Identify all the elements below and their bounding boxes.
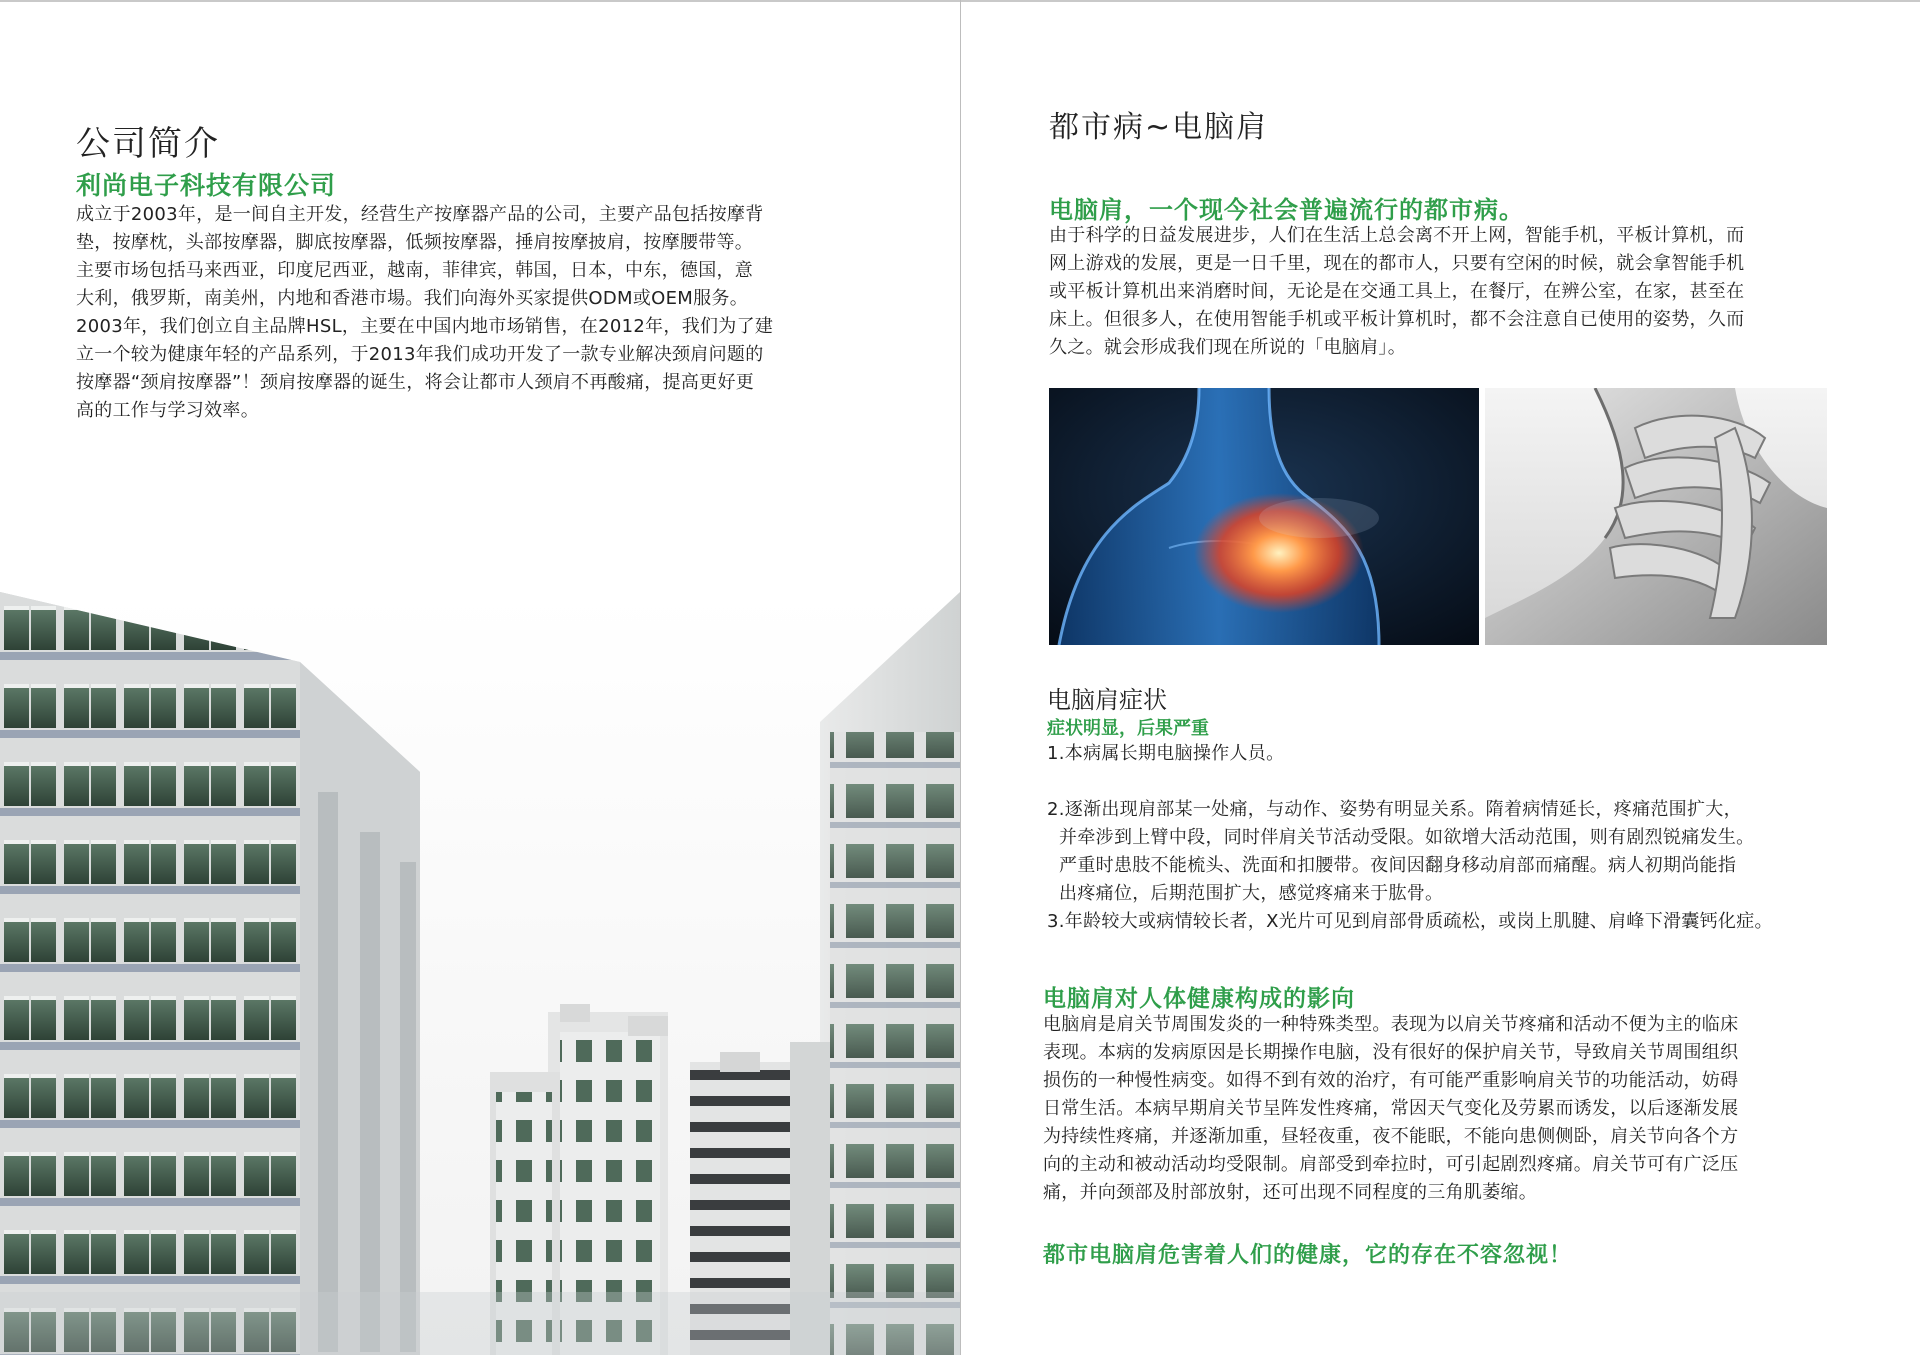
intro-line: 高的工作与学习效率。 — [76, 400, 259, 421]
urban-disease-title: 都市病~电脑肩 — [1049, 110, 1269, 145]
symptom-line: 1.本病属长期电脑操作人员。 — [1047, 743, 1285, 764]
symptoms-item1 — [1047, 740, 1284, 768]
symptom-line: 并牵涉到上臂中段，同时伴肩关节活动受限。如欲增大活动范围，则有剧烈锐痛发生。 — [1047, 827, 1755, 848]
symptoms-subtitle: 症状明显，后果严重 — [1047, 718, 1209, 739]
impact-line: 电脑肩是肩关节周围发炎的一种特殊类型。表现为以肩关节疼痛和活动不便为主的临床 — [1043, 1014, 1739, 1035]
symptoms-title: 电脑肩症状 — [1047, 686, 1167, 714]
company-intro-title: 公司简介 — [76, 124, 220, 164]
impact-text — [1043, 1011, 1738, 1207]
intro-line: 按摩器“颈肩按摩器”！颈肩按摩器的诞生，将会让都市人颈肩不再酸痛，提高更好更 — [76, 372, 755, 393]
intro-line: 或平板计算机出来消磨时间，无论是在交通工具上，在餐厅，在辨公室，在家，甚至在 — [1049, 281, 1745, 302]
factory-buildings-photo — [0, 592, 960, 1355]
impact-line: 为持续性疼痛，并逐渐加重，昼轻夜重，夜不能眠，不能向患侧侧卧，肩关节向各个方 — [1043, 1126, 1739, 1147]
impact-line: 向的主动和被动活动均受限制。肩部受到牵拉时，可引起剧烈疼痛。肩关节可有广泛压 — [1043, 1154, 1739, 1175]
impact-line: 损伤的一种慢性病变。如得不到有效的治疗，有可能严重影响肩关节的功能活动，妨碍 — [1043, 1070, 1739, 1091]
intro-line: 主要市场包括马来西亚，印度尼西亚，越南，菲律宾，韩国，日本，中东，德国，意 — [76, 260, 754, 281]
intro-text — [1049, 222, 1744, 362]
intro-line: 网上游戏的发展，更是一日千里，现在的都市人，只要有空闲的时候，就会拿智能手机 — [1049, 253, 1745, 274]
company-name: 利尚电子科技有限公司 — [76, 171, 337, 200]
intro-line: 由于科学的日益发展进步，人们在生活上总会离不开上网，智能手机，平板计算机，而 — [1049, 225, 1745, 246]
shoulder-pain-xray-image — [1049, 388, 1479, 645]
symptom-line: 2.逐渐出现肩部某一处痛，与动作、姿势有明显关系。隋着病情延长，疼痛范围扩大， — [1047, 799, 1742, 820]
closing-statement: 都市电脑肩危害着人们的健康，它的存在不容忽视！ — [1043, 1243, 1573, 1268]
symptom-line: 出疼痛位，后期范围扩大，感觉疼痛来于肱骨。 — [1047, 883, 1444, 904]
right-page — [961, 0, 1920, 1355]
intro-line: 垫，按摩枕，头部按摩器，脚底按摩器，低频按摩器，捶肩按摩披肩，按摩腰带等。 — [76, 232, 754, 253]
intro-line: 久之。就会形成我们现在所说的「电脑肩」。 — [1049, 337, 1406, 358]
impact-line: 表现。本病的发病原因是长期操作电脑，没有很好的保护肩关节，导致肩关节周围组织 — [1043, 1042, 1739, 1063]
intro-line: 2003年，我们创立自主品牌HSL，主要在中国内地市场销售，在2012年，我们为了建 — [76, 316, 774, 337]
intro-line: 大利，俄罗斯，南美州，内地和香港市場。我们向海外买家提供ODM或OEM服务。 — [76, 288, 749, 309]
neck-pain-photo — [1485, 388, 1827, 645]
impact-title: 电脑肩对人体健康构成的影向 — [1043, 986, 1355, 1012]
symptom-line: 3.年龄较大或病情较长者，X光片可见到肩部骨质疏松，或岗上肌腱、肩峰下滑囊钙化症。 — [1047, 911, 1773, 932]
symptoms-item2 — [1047, 796, 1773, 936]
intro-line: 床上。但很多人，在使用智能手机或平板计算机时，都不会注意自已使用的姿势，久而 — [1049, 309, 1745, 330]
intro-line: 成立于2003年，是一间自主开发，经营生产按摩器产品的公司，主要产品包括按摩背 — [76, 204, 764, 225]
impact-line: 日常生活。本病早期肩关节呈阵发性疼痛，常因天气变化及劳累而诱发，以后逐渐发展 — [1043, 1098, 1739, 1119]
headline: 电脑肩，一个现今社会普遍流行的都市病。 — [1049, 196, 1524, 224]
intro-line: 立一个较为健康年轻的产品系列，于2013年我们成功开发了一款专业解决颈肩问题的 — [76, 344, 764, 365]
company-intro-text — [76, 201, 773, 425]
symptom-line: 严重时患肢不能梳头、洗面和扣腰带。夜间因翻身移动肩部而痛醒。病人初期尚能指 — [1047, 855, 1737, 876]
impact-line: 痛，并向颈部及肘部放射，还可出现不同程度的三角肌萎缩。 — [1043, 1182, 1538, 1203]
